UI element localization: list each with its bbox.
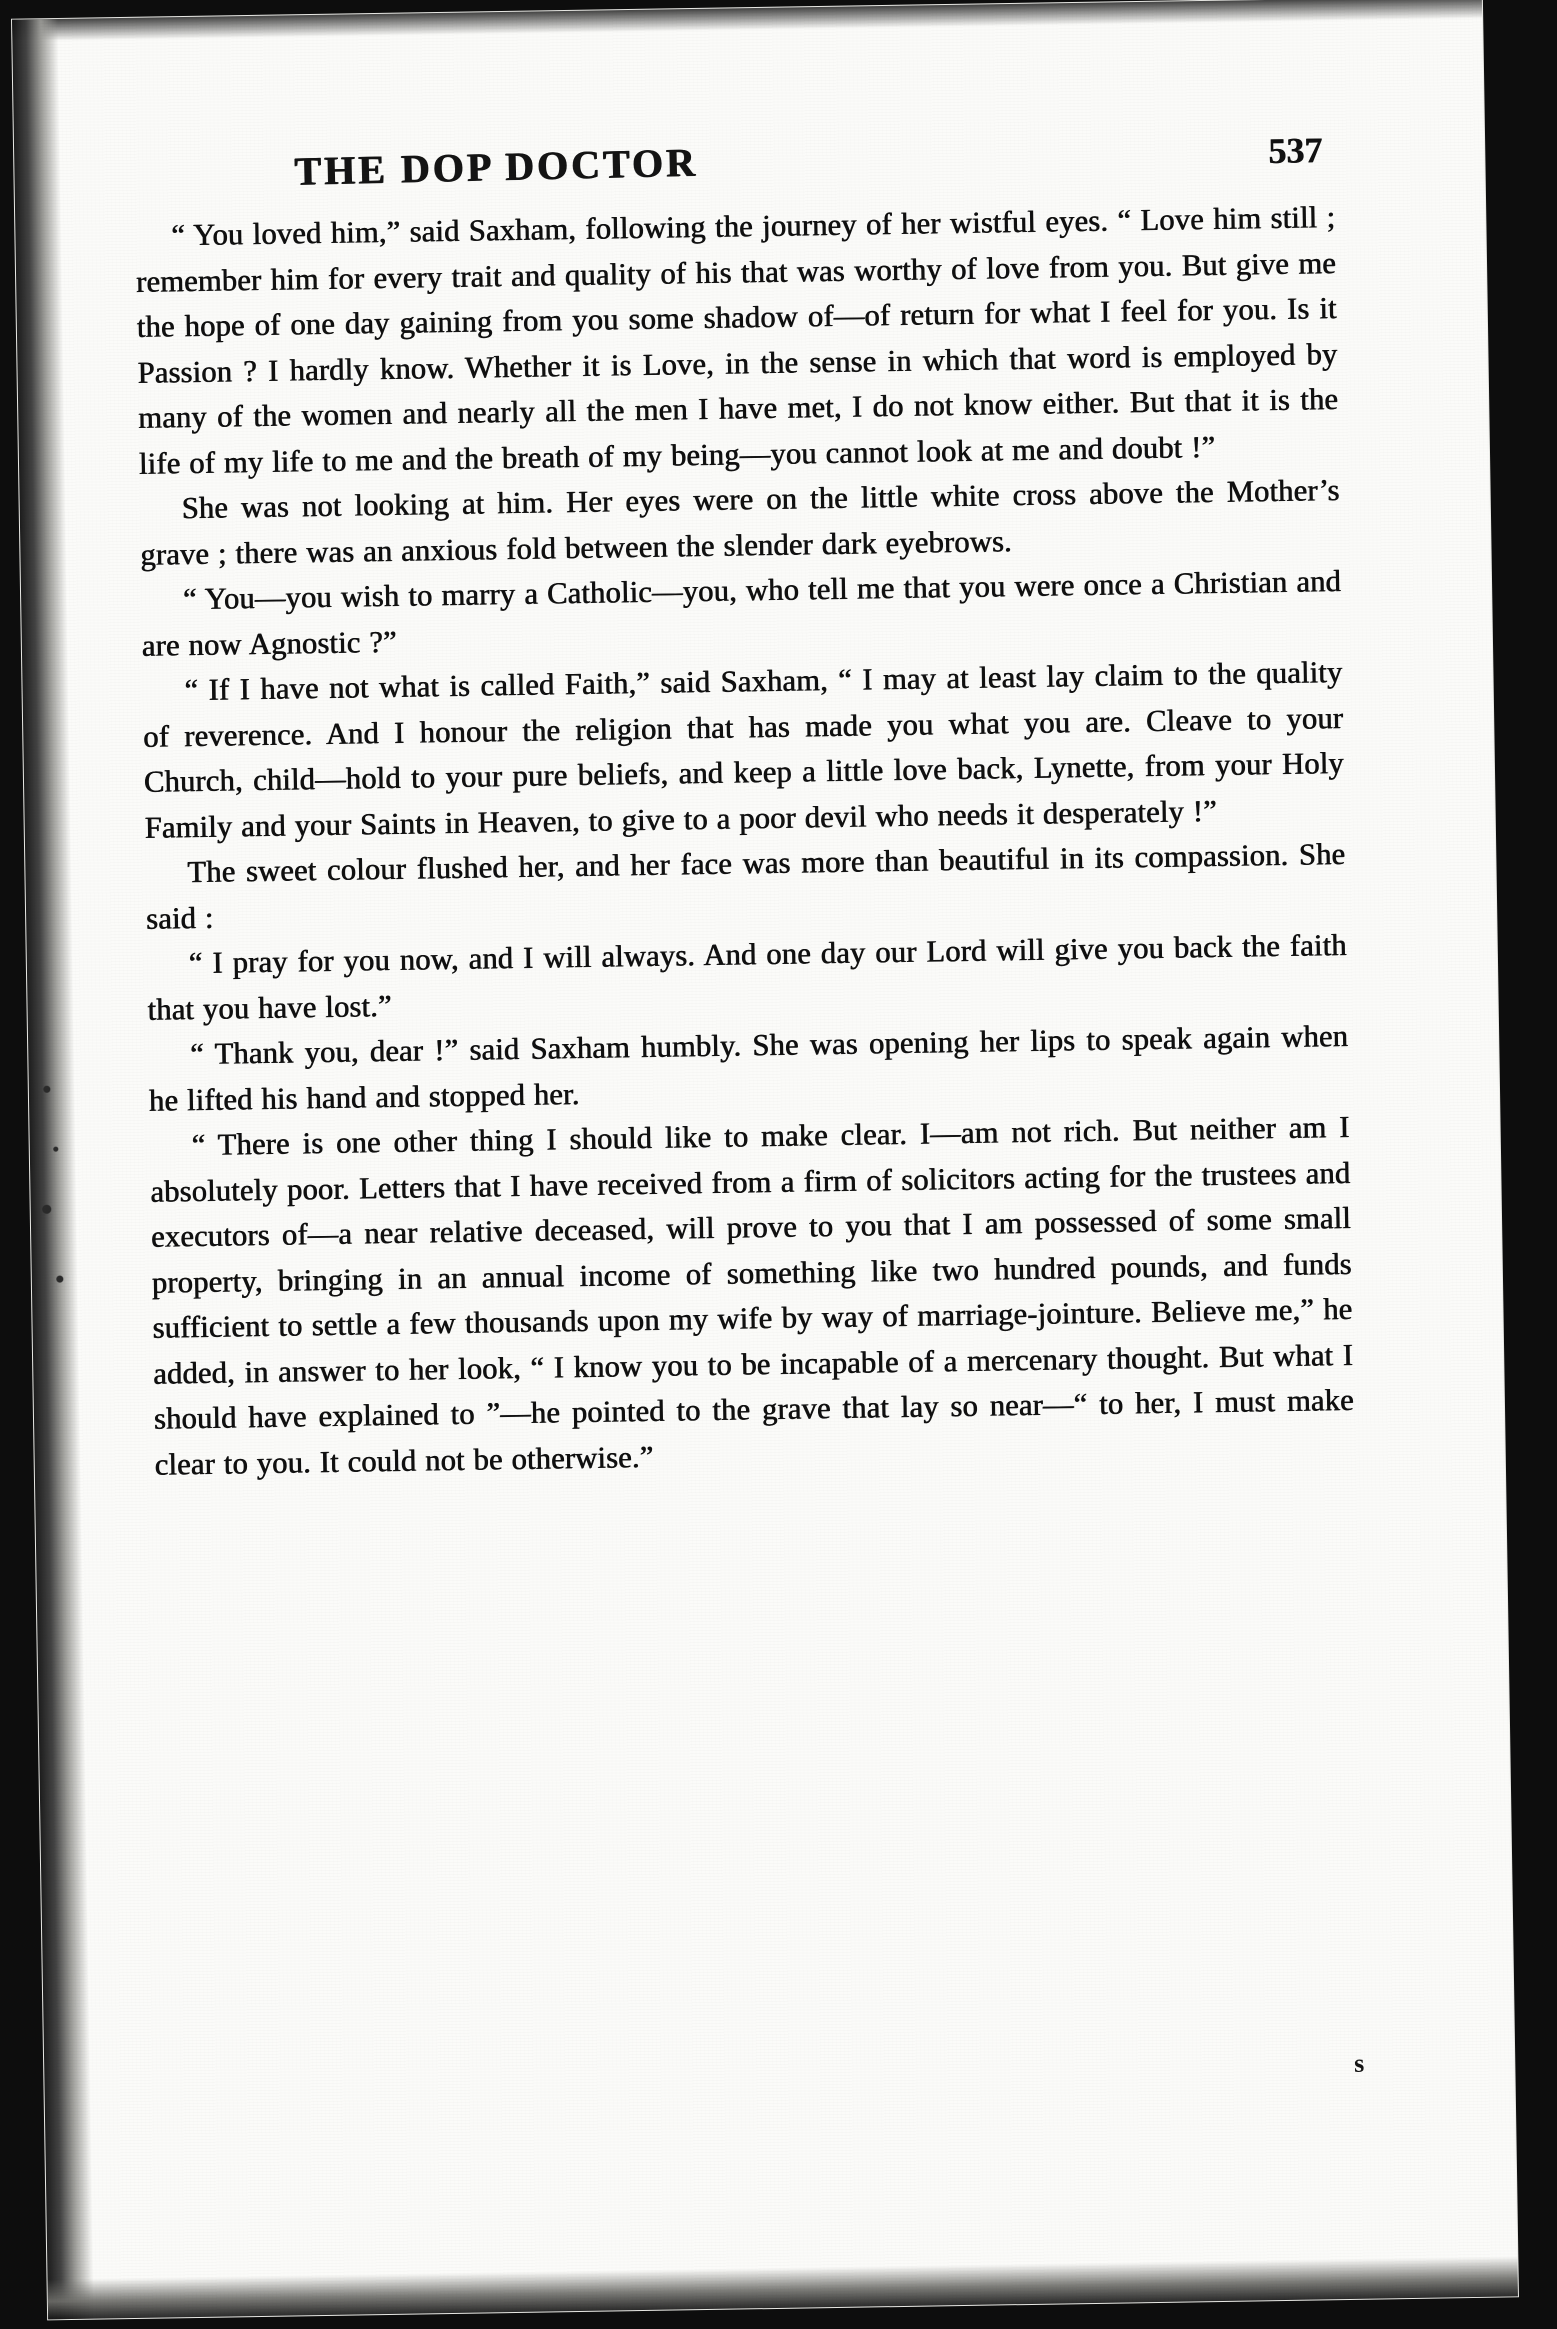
paragraph: “ There is one other thing I should like to make clear. I—am not rich. But neither am I absolutely poor. Letters that I have received from a firm of solicitors acting for the trustees and executors of—a near relative deceased, will prove to you that I am possessed of some small property, bringing in an annual income of something like two hundred pounds, and funds sufficient to settle a few thousands upon my wife by way of marriage-jointure. Believe me,” he added, in answer to her look, “ I know you to be incapable of a mercenary thought. But what I should have explained to ”—he pointed to the grave that lay so near—“ to her, I must make clear to you. It could not be otherwise.” [150,1109,1355,1482]
page-header [134,129,1335,196]
scan-specks [37,1069,72,1369]
page-number: 537 [1267,130,1323,171]
signature-mark: s [1353,2048,1365,2078]
paragraph: “ If I have not what is called Faith,” said Saxham, “ I may at least lay claim to the quality of reverence. And I honour the religion that has made you what you are. Cleave to your Church, child—hold to your pure beliefs, and keep a little love back, Lynette, from your Holy Family and your Saints in Heaven, to give to a poor devil who needs it desperately !” [143,654,1345,845]
page-content [134,129,1365,2078]
body-text [135,195,1355,1488]
scanned-book-page [12,0,1518,2319]
paragraph: “ You loved him,” said Saxham, following the journey of her wistful eyes. “ Love him still ; remember him for every trait and quality of his that was worthy of love from you. But give me the hope of one day gaining from you some shadow of—of return for what I feel for you. Is it Passion ? I hardly know. Whether it is Love, in the sense in which that word is employed by many of the women and nearly all the men I have met, I do not know either. But that it is the life of my life to me and the breath of my being—you cannot look at me and doubt !” [135,199,1339,481]
paragraph: She was not looking at him. Her eyes were on the little white cross above the Mother’s grave ; there was an anxious fold between the slender dark eyebrows. [140,472,1340,572]
paragraph: “ I pray for you now, and I will always. And one day our Lord will give you back the faith that you have lost.” [147,927,1347,1027]
running-head: THE DOP DOCTOR [293,139,699,194]
paragraph: “ You—you wish to marry a Catholic—you, who tell me that you were once a Christian and are now Agnostic ?” [141,563,1342,663]
paragraph: The sweet colour flushed her, and her face was more than beautiful in its compassion. She said : [145,836,1346,936]
paragraph: “ Thank you, dear !” said Saxham humbly. She was opening her lips to speak again when he lifted his hand and stopped her. [148,1018,1349,1118]
